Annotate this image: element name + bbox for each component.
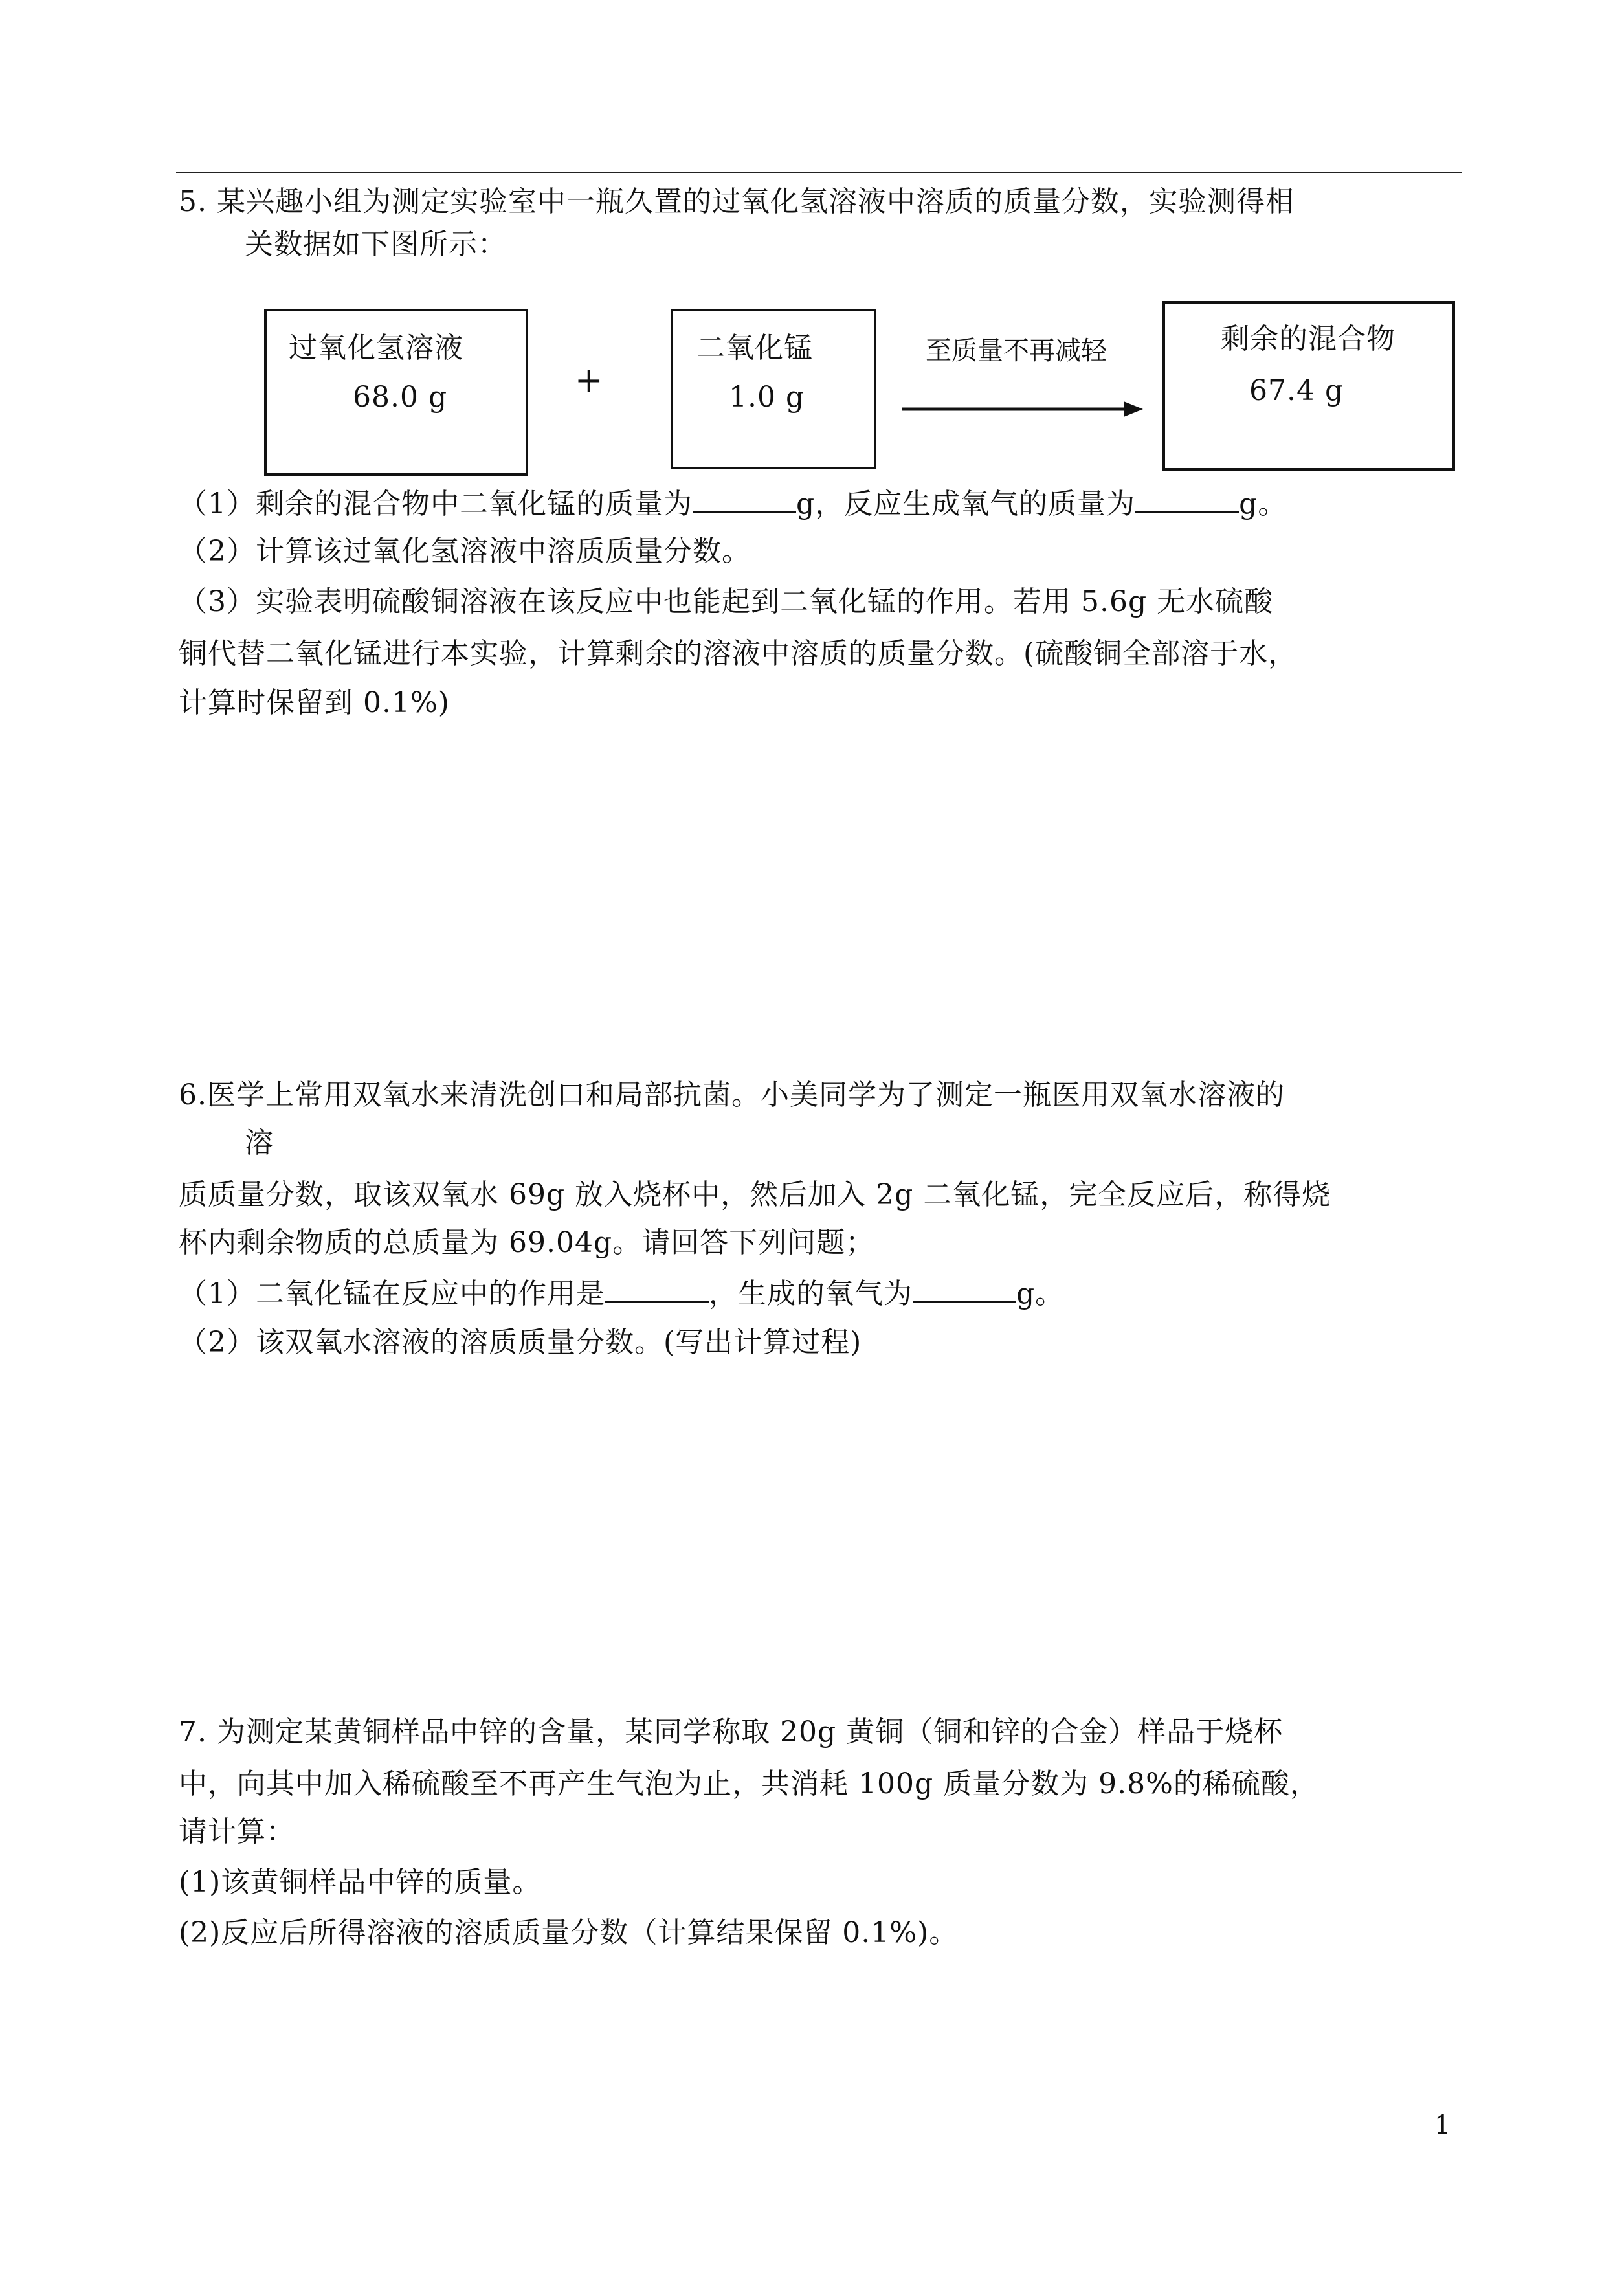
q5-stem-line1: 5. 某兴趣小组为测定实验室中一瓶久置的过氧化氢溶液中溶质的质量分数，实验测得相 <box>179 185 1295 218</box>
q5-part1-text-b: g，反应生成氧气的质量为 <box>796 487 1136 520</box>
q6-stem-line2: 溶 <box>245 1126 274 1159</box>
box-manganese-dioxide-label: 二氧化锰 <box>696 331 813 364</box>
q6-part1-text-a: （1）二氧化锰在反应中的作用是 <box>179 1277 605 1310</box>
reaction-arrow-icon <box>900 396 1146 422</box>
q6-part1 <box>179 1273 1064 1314</box>
q6-stem-line4: 杯内剩余物质的总质量为 69.04g。请回答下列问题； <box>179 1226 875 1259</box>
q7-part2: (2)反应后所得溶液的溶质质量分数（计算结果保留 0.1%)。 <box>179 1916 959 1949</box>
q5-part1 <box>179 483 1287 524</box>
q6-stem-line1: 6.医学上常用双氧水来清洗创口和局部抗菌。小美同学为了测定一瓶医用双氧水溶液的 <box>179 1079 1285 1112</box>
q7-stem-line3: 请计算： <box>179 1815 295 1848</box>
box-hydrogen-peroxide-label: 过氧化氢溶液 <box>289 331 463 364</box>
box-remaining-mixture-value: 67.4 g <box>1249 374 1344 407</box>
q5-part1-text-a: （1）剩余的混合物中二氧化锰的质量为 <box>179 487 693 520</box>
q7-stem-line2: 中，向其中加入稀硫酸至不再产生气泡为止，共消耗 100g 质量分数为 9.8%的稀硫酸， <box>179 1767 1319 1800</box>
plus-sign: + <box>575 361 603 400</box>
page-number: 1 <box>1434 2110 1451 2140</box>
box-manganese-dioxide-value: 1.0 g <box>729 381 805 414</box>
q5-part3-line2: 铜代替二氧化锰进行本实验，计算剩余的溶液中溶质的质量分数。(硫酸铜全部溶于水， <box>179 637 1298 670</box>
q6-part1-text-c: g。 <box>1016 1277 1065 1310</box>
q5-part1-text-c: g。 <box>1239 487 1287 520</box>
q6-part2: （2）该双氧水溶液的溶质质量分数。(写出计算过程) <box>179 1326 862 1359</box>
q5-part3-line1: （3）实验表明硫酸铜溶液在该反应中也能起到二氧化锰的作用。若用 5.6g 无水硫酸 <box>179 585 1274 618</box>
q5-part3-line3: 计算时保留到 0.1%) <box>179 686 450 719</box>
q6-stem-line3: 质质量分数，取该双氧水 69g 放入烧杯中，然后加入 2g 二氧化锰，完全反应后，称得烧 <box>179 1178 1331 1211</box>
arrow-label: 至质量不再减轻 <box>926 336 1107 366</box>
header-rule <box>176 172 1462 173</box>
q7-part1: (1)该黄铜样品中锌的质量。 <box>179 1866 542 1899</box>
box-hydrogen-peroxide-value: 68.0 g <box>353 381 448 414</box>
q5-part2: （2）计算该过氧化氢溶液中溶质质量分数。 <box>179 535 751 568</box>
answer-blank <box>605 1273 709 1303</box>
q5-stem-line2: 关数据如下图所示： <box>245 228 507 261</box>
answer-blank <box>913 1273 1016 1303</box>
answer-blank <box>693 483 796 513</box>
q7-stem-line1: 7. 为测定某黄铜样品中锌的含量，某同学称取 20g 黄铜（铜和锌的合金）样品于烧杯 <box>179 1716 1284 1749</box>
box-remaining-mixture-label: 剩余的混合物 <box>1221 322 1396 355</box>
answer-blank <box>1135 483 1239 513</box>
q6-part1-text-b: ，生成的氧气为 <box>709 1277 913 1310</box>
